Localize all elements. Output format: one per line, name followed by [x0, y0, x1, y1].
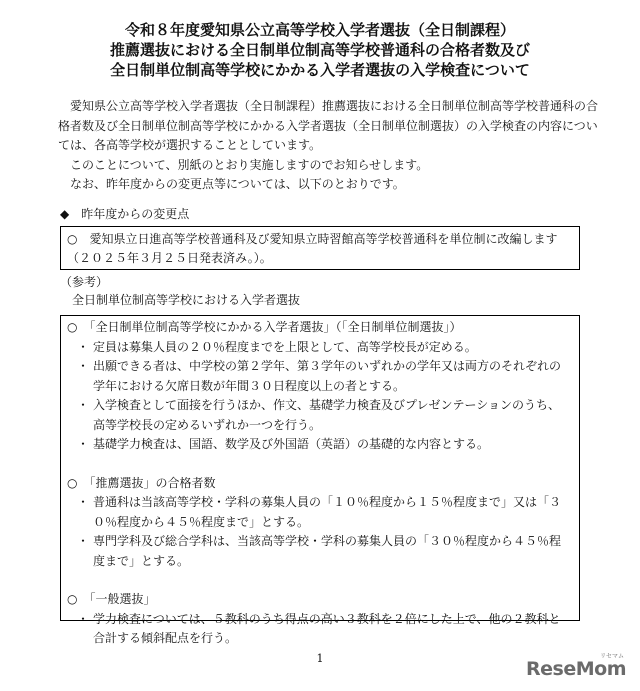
- list-item-text: 専門学科及び総合学科は、当該高等学校・学科の募集人員の「３０％程度から４５％程度まで」とする。: [93, 534, 562, 568]
- list-item: [67, 338, 571, 358]
- reference-box: [60, 315, 580, 645]
- bullet-mark: ・: [77, 534, 90, 548]
- list-item-text: 基礎学力検査は、国語、数学及び外国語（英語）の基礎的な内容とする。: [93, 437, 490, 451]
- list-item-text: 入学検査として面接を行うほか、作文、基礎学力検査及びプレゼンテーションのうち、高等学校長の定めるいずれか一つを行う。: [93, 398, 561, 432]
- list-item: [67, 435, 571, 455]
- page-number: 1: [316, 652, 324, 665]
- list-item: [67, 610, 571, 649]
- logo-subtext: リセマム: [600, 653, 624, 660]
- resemom-logo: [526, 653, 626, 684]
- bullet-mark: ・: [77, 611, 90, 626]
- changes-heading: ◆ 昨年度からの変更点: [60, 207, 190, 221]
- group-head: ○ 「推薦選抜」の合格者数: [67, 475, 216, 490]
- list-item-text: 出願できる者は、中学校の第２学年、第３学年のいずれかの学年又は両方のそれぞれの学年における欠席日数が年間３０日程度以上の者とする。: [93, 359, 562, 393]
- document-title: [0, 20, 640, 80]
- list-item: [67, 493, 571, 532]
- title-line-2: 推薦選抜における全日制単位制高等学校普通科の合格者数及び: [109, 41, 530, 59]
- reference-title: 全日制単位制高等学校における入学者選抜: [72, 293, 301, 307]
- group-head: ○ 「全日制単位制高等学校にかかる入学者選抜」（「全日制単位制選抜」）: [67, 320, 462, 334]
- group-recommendation: [67, 474, 571, 572]
- bullet-mark: ・: [77, 398, 90, 412]
- intro-section: [58, 97, 598, 195]
- list-item-text: 定員は募集人員の２０％程度までを上限として、高等学校長が定める。: [93, 339, 477, 354]
- intro-paragraph-3: なお、昨年度からの変更点等については、以下のとおりです。: [70, 177, 405, 191]
- title-line-3: 全日制単位制高等学校にかかる入学者選抜の入学検査について: [110, 61, 530, 79]
- intro-paragraph-1: 愛知県公立高等学校入学者選抜（全日制課程）推薦選抜における全日制単位制高等学校普通科の合格者数及び全日制単位制高等学校にかかる入学者選抜（全日制単位制選抜）の入学検査の内容については、各高等学校が選択することとしています。: [58, 99, 599, 152]
- reference-label: （参考）: [60, 275, 109, 289]
- logo-text: ReseMom: [526, 658, 626, 680]
- list-item: [67, 396, 571, 435]
- bullet-mark: ・: [77, 359, 90, 373]
- list-item: [67, 532, 571, 571]
- intro-paragraph-2: このことについて、別紙のとおり実施しますのでお知らせします。: [70, 157, 429, 172]
- list-item: [67, 357, 571, 396]
- group-unit-selection: [67, 318, 571, 455]
- group-general: [67, 590, 571, 649]
- group-head: ○ 「一般選抜」: [67, 592, 156, 606]
- list-item-text: 普通科は当該高等学校・学科の募集人員の「１０％程度から１５％程度まで」又は「３０％程度から４５％程度まで」とする。: [93, 495, 562, 529]
- bullet-mark: ・: [77, 339, 90, 354]
- bullet-mark: ・: [77, 437, 90, 451]
- changes-item: ○ 愛知県立日進高等学校普通科及び愛知県立時習館高等学校普通科を単位制に改編します（２０２５年３月２５日発表済み。）。: [67, 232, 558, 265]
- list-item-text: 学力検査については、５教科のうち得点の高い３教科を２倍にした上で、他の２教科と合計する傾斜配点を行う。: [93, 611, 561, 645]
- title-line-1: 令和８年度愛知県公立高等学校入学者選抜（全日制課程）: [124, 21, 515, 39]
- changes-box: [60, 226, 580, 270]
- bullet-mark: ・: [77, 495, 90, 509]
